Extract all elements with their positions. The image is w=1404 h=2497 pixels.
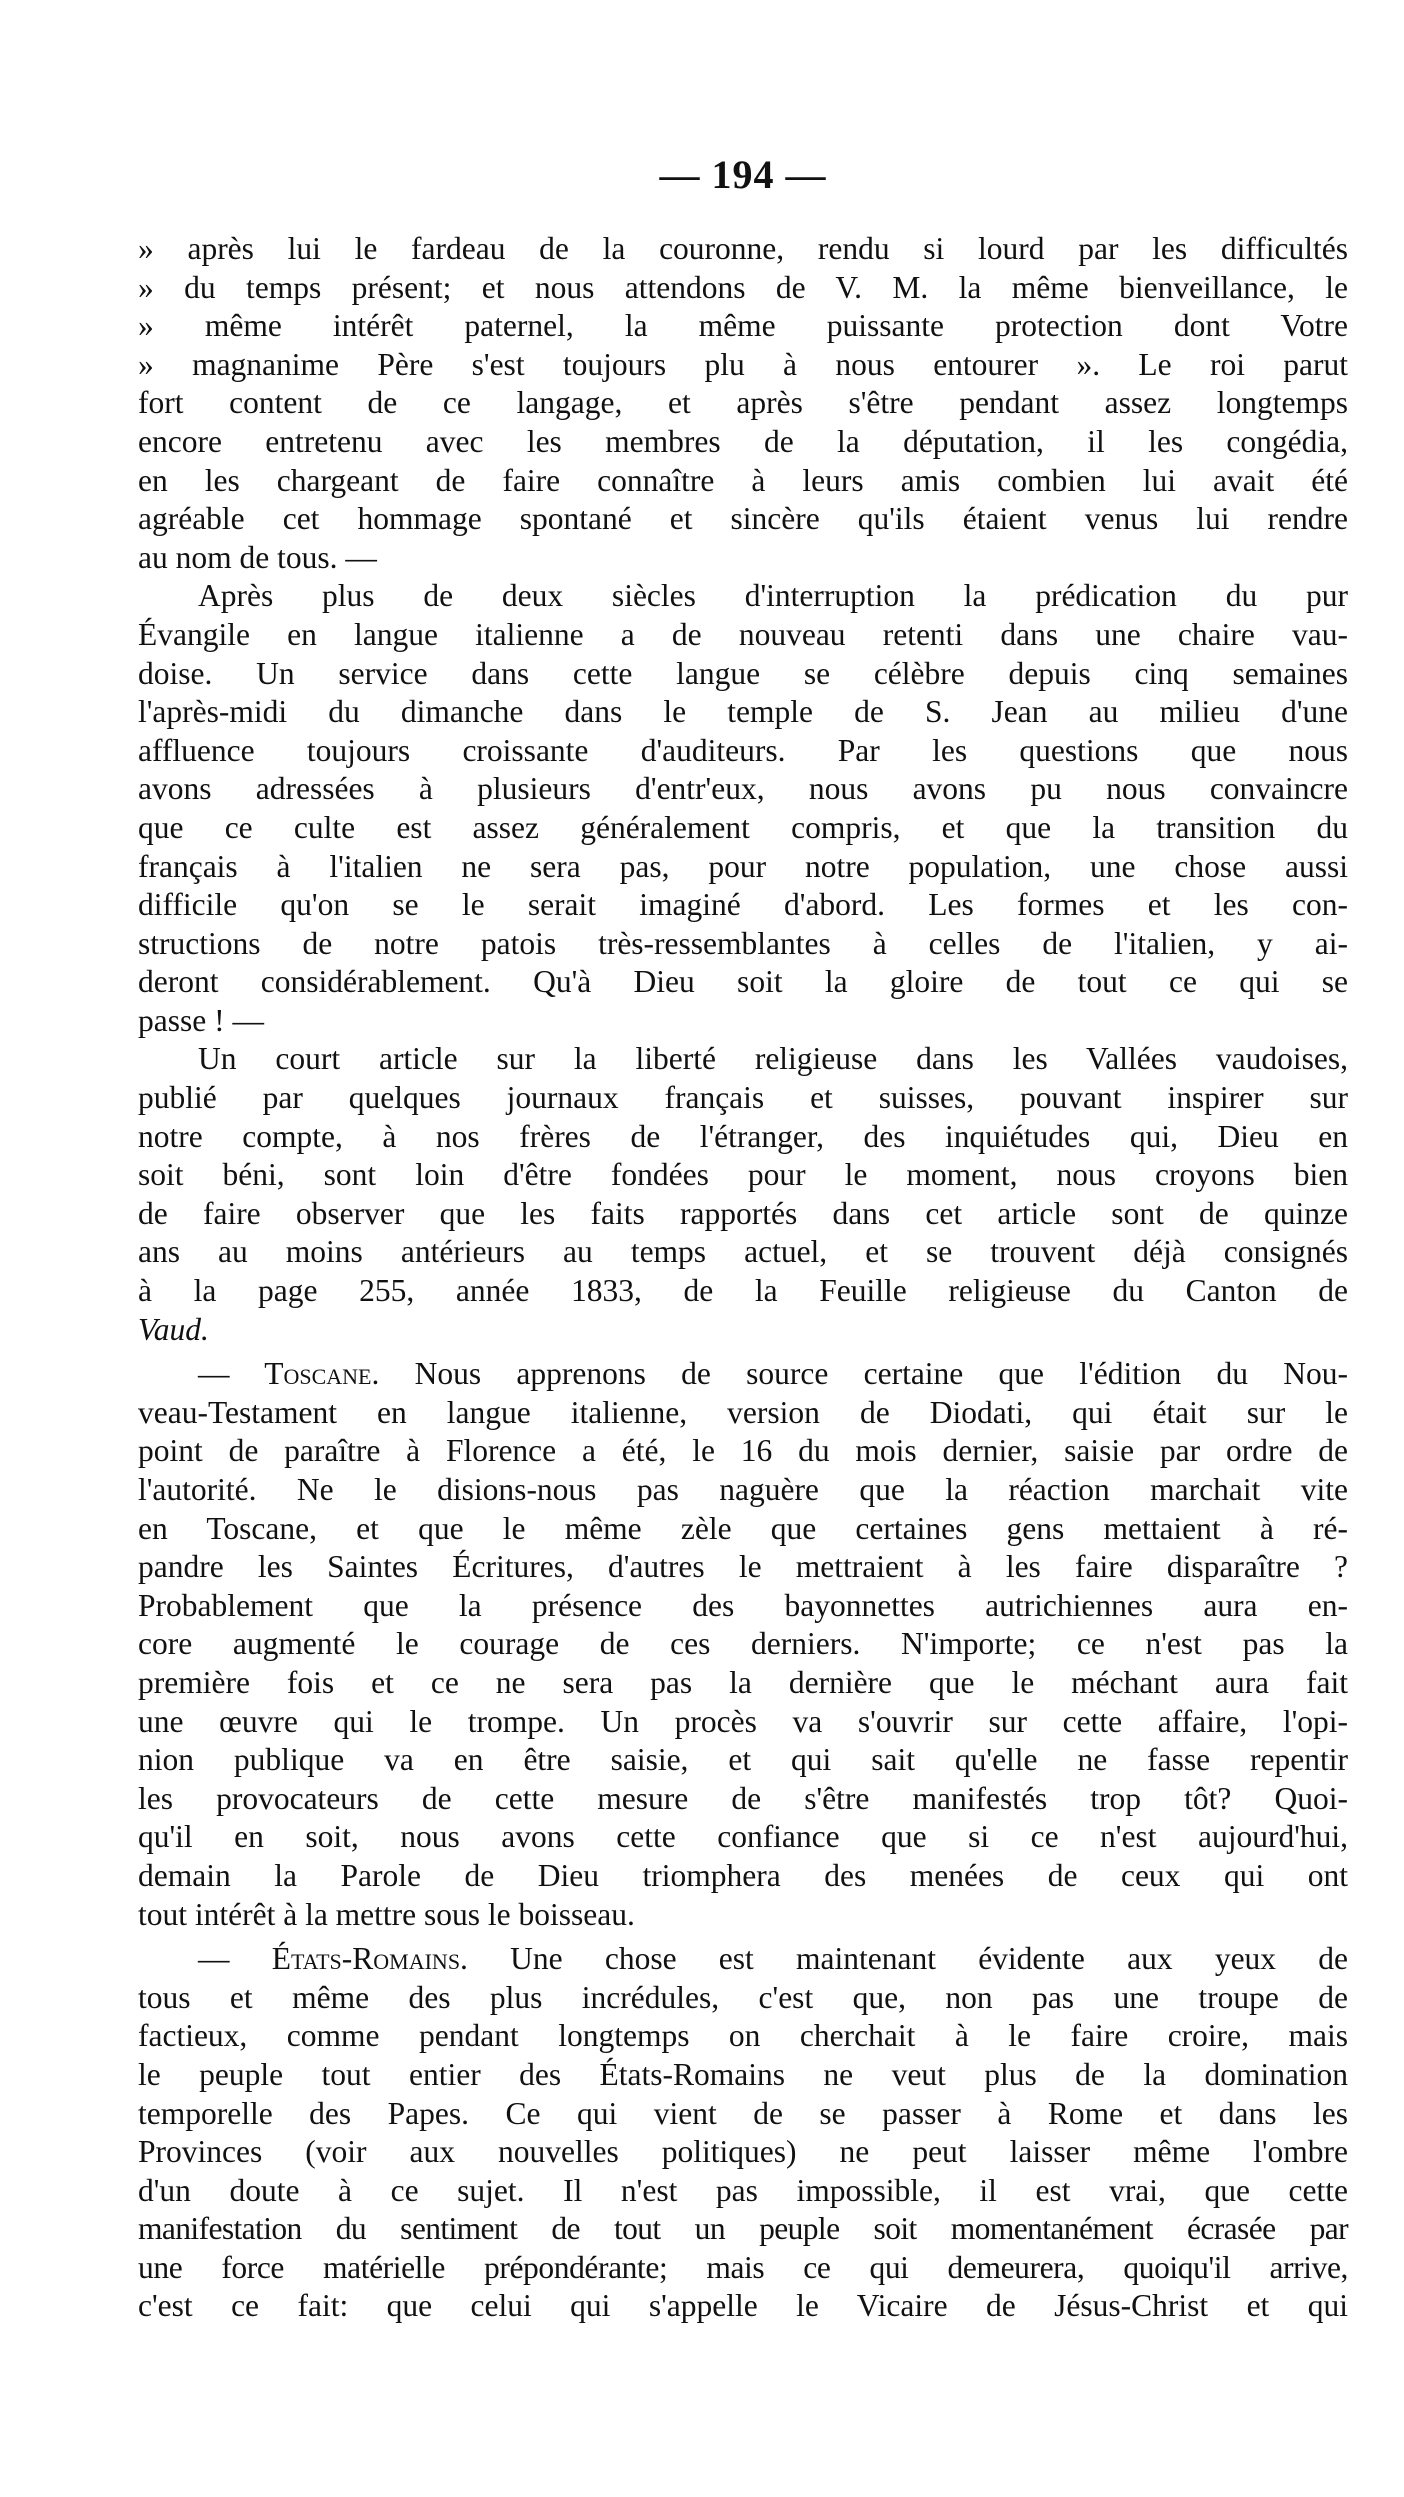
text-line: Après plus de deux siècles d'interruption la prédication du pur [198,578,1348,614]
text-line: encore entretenu avec les membres de la députation, il les congédia, [138,423,1348,459]
text-line: manifestation du sentiment de tout un peuple soit momentanément écrasée par [138,2211,1348,2247]
text-line: structions de notre patois très-ressemblantes à celles de l'italien, y ai- [138,925,1348,961]
paragraph-address-to-king [138,230,1348,577]
text-line: point de paraître à Florence a été, le 16 du mois dernier, saisie par ordre de [138,1433,1348,1469]
text-line: agréable cet hommage spontané et sincère qu'ils étaient venus lui rendre [138,501,1348,537]
text-line: l'après-midi du dimanche dans le temple de S. Jean au milieu d'une [138,694,1348,730]
text-line: avons adressées à plusieurs d'entr'eux, nous avons pu nous convaincre [138,771,1348,807]
text-line: » après lui le fardeau de la couronne, rendu si lourd par les difficultés [138,231,1348,266]
section-heading-toscane: — Toscane. [198,1356,380,1392]
text-line [138,1940,1348,1979]
paragraph-etats-romains [138,1940,1348,2326]
text-line: que ce culte est assez généralement compris, et que la transition du [138,809,1348,845]
section-heading-etats-romains: — États-Romains. [198,1941,468,1977]
text-line: d'un doute à ce sujet. Il n'est pas impossible, il est vrai, que cette [138,2172,1348,2208]
text-line: à la page 255, année 1833, de la Feuille religieuse du Canton de [138,1273,1348,1309]
text-line: une force matérielle prépondérante; mais ce qui demeurera, quoiqu'il arrive, [138,2249,1348,2285]
text-line: soit béni, sont loin d'être fondées pour le moment, nous croyons bien [138,1157,1348,1193]
text-line: Vaud. [138,1311,209,1347]
text-line: veau-Testament en langue italienne, version de Diodati, qui était sur le [138,1394,1348,1430]
text-line: qu'il en soit, nous avons cette confiance que si ce n'est aujourd'hui, [138,1819,1348,1855]
text-line: ans au moins antérieurs au temps actuel, et se trouvent déjà consignés [138,1234,1348,1270]
paragraph-toscane [138,1355,1348,1934]
text-line: Provinces (voir aux nouvelles politiques) ne peut laisser même l'ombre [138,2134,1348,2170]
text-line: Évangile en langue italienne a de nouveau retenti dans une chaire vau- [138,616,1348,652]
text-run: Nous apprenons de source certaine que l'édition du Nou- [379,1356,1349,1392]
text-line: difficile qu'on se le serait imaginé d'abord. Les formes et les con- [138,887,1348,923]
text-line [138,1355,1348,1394]
text-line: de faire observer que les faits rapportés dans cet article sont de quinze [138,1195,1348,1231]
text-line: core augmenté le courage de ces derniers. N'importe; ce n'est pas la [138,1626,1348,1662]
text-line: une œuvre qui le trompe. Un procès va s'ouvrir sur cette affaire, l'opi- [138,1703,1348,1739]
text-line: l'autorité. Ne le disions-nous pas naguère que la réaction marchait vite [138,1472,1348,1507]
text-line: affluence toujours croissante d'auditeurs. Par les questions que nous [138,732,1348,768]
document-page [138,150,1348,2326]
text-line: tous et même des plus incrédules, c'est que, non pas une troupe de [138,1979,1348,2015]
text-line: tout intérêt à la mettre sous le boisseau. [138,1896,635,1932]
text-line: les provocateurs de cette mesure de s'être manifestés trop tôt? Quoi- [138,1780,1348,1816]
text-line: français à l'italien ne sera pas, pour notre population, une chose aussi [138,848,1348,884]
text-line: doise. Un service dans cette langue se célèbre depuis cinq semaines [138,655,1348,691]
text-line: temporelle des Papes. Ce qui vient de se passer à Rome et dans les [138,2095,1348,2131]
text-line: en Toscane, et que le même zèle que certaines gens mettaient à ré- [138,1510,1348,1546]
text-line: Un court article sur la liberté religieuse dans les Vallées vaudoises, [198,1041,1348,1077]
text-line: première fois et ce ne sera pas la dernière que le méchant aura fait [138,1664,1348,1700]
text-line: factieux, comme pendant longtemps on cherchait à le faire croire, mais [138,2018,1348,2054]
text-run: Une chose est maintenant évidente aux yeux de [467,1941,1348,1977]
text-line: publié par quelques journaux français et suisses, pouvant inspirer sur [138,1080,1348,1116]
paragraph-italian-service [138,577,1348,1040]
text-line: passe ! — [138,1002,264,1038]
text-line: fort content de ce langage, et après s'être pendant assez longtemps [138,385,1348,421]
text-line: notre compte, à nos frères de l'étranger, des inquiétudes qui, Dieu en [138,1118,1348,1154]
text-line: » même intérêt paternel, la même puissante protection dont Votre [138,308,1348,344]
paragraph-religious-liberty [138,1040,1348,1349]
text-line: au nom de tous. — [138,539,377,575]
text-line: » magnanime Père s'est toujours plu à nous entourer ». Le roi parut [138,346,1348,382]
text-line: nion publique va en être saisie, et qui sait qu'elle ne fasse repentir [138,1742,1348,1778]
text-line: Probablement que la présence des bayonnettes autrichiennes aura en- [138,1587,1348,1623]
text-line: en les chargeant de faire connaître à leurs amis combien lui avait été [138,462,1348,498]
text-line: » du temps présent; et nous attendons de V. M. la même bienveillance, le [138,269,1348,305]
text-line: demain la Parole de Dieu triomphera des menées de ceux qui ont [138,1857,1348,1893]
text-line: deront considérablement. Qu'à Dieu soit la gloire de tout ce qui se [138,964,1348,1000]
text-line: pandre les Saintes Écritures, d'autres le mettraient à les faire disparaître ? [138,1549,1348,1585]
text-line: c'est ce fait: que celui qui s'appelle le Vicaire de Jésus-Christ et qui [138,2288,1348,2324]
page-number: — 194 — [659,152,827,197]
text-line: le peuple tout entier des États-Romains ne veut plus de la domination [138,2056,1348,2092]
